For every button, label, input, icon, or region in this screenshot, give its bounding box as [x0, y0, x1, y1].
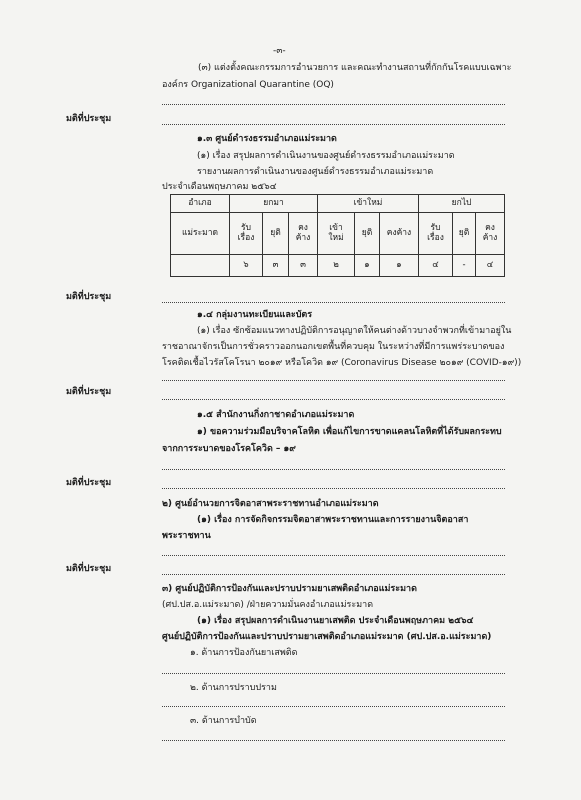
table-subheader: ยุติ [355, 213, 380, 255]
table-cell-empty [171, 255, 230, 277]
dotted-line [162, 555, 505, 556]
table-cell: ๔ [476, 255, 505, 277]
table-header-group: ยกไป [419, 195, 505, 213]
section-1-4-line-3: โรคติดเชื้อไวรัสโคโรนา ๒๐๑๙ หรือโควิด ๑๙ (Coronavirus Disease ๒๐๑๙ (COVID-๑๙)) [162, 358, 522, 368]
section-3-heading-2: (ศป.ปส.อ.แม่ระมาด) /ฝ่ายความมั่นคงอำเภอแม่ระมาด [162, 600, 374, 610]
dotted-line [162, 104, 505, 105]
table-header-group: ยกมา [230, 195, 318, 213]
table-cell: ๔ [419, 255, 453, 277]
dotted-line [162, 399, 505, 400]
section-3-line-1: (๑) เรื่อง สรุปผลการดำเนินงานยาเสพติด ประจำเดือนพฤษภาคม ๒๕๖๔ [197, 616, 474, 626]
meeting-resolution-label: มติที่ประชุม [66, 564, 112, 574]
section-3-item-3: ๓. ด้านการบำบัด [190, 716, 257, 726]
section-2-line-1: (๑) เรื่อง การจัดกิจกรรมจิตอาสาพระราชทานและการรายงานจิตอาสา [197, 515, 469, 525]
section-1-5-line-2: จากการระบาดของโรคโควิด – ๑๙ [162, 444, 296, 454]
dotted-line [162, 380, 505, 381]
table-cell: ๑ [355, 255, 380, 277]
complaints-table [170, 194, 505, 277]
section-1-5-heading: ๑.๕ สำนักงานกิ่งกาชาดอำเภอแม่ระมาด [197, 410, 355, 420]
table-cell: ๖ [230, 255, 263, 277]
table-district-name: แม่ระมาด [171, 213, 230, 255]
table-cell: ๒ [318, 255, 355, 277]
table-cell: ๓ [289, 255, 318, 277]
meeting-resolution-label: มติที่ประชุม [66, 387, 112, 397]
table-header-district: อำเภอ [171, 195, 230, 213]
table-header-group: เข้าใหม่ [318, 195, 419, 213]
dotted-line [162, 740, 505, 741]
section-1-3-heading: ๑.๓ ศูนย์ดำรงธรรมอำเภอแม่ระมาด [197, 134, 337, 144]
table-cell: ๑ [380, 255, 419, 277]
table-cell: ๓ [263, 255, 289, 277]
table-subheader: คง ค้าง [476, 213, 505, 255]
dotted-line [162, 673, 505, 674]
dotted-line [162, 574, 505, 575]
section-1-3-subject: (๑) เรื่อง สรุปผลการดำเนินงานของศูนย์ดำรงธรรมอำเภอแม่ระมาด [197, 151, 455, 161]
dotted-line [162, 706, 505, 707]
section-3-item-2: ๒. ด้านการปราบปราม [190, 683, 277, 693]
section-3-item-1: ๑. ด้านการป้องกันยาเสพติด [190, 648, 298, 658]
meeting-resolution-label: มติที่ประชุม [66, 292, 112, 302]
section-3-heading-1: ๓) ศูนย์ปฏิบัติการป้องกันและปราบปรามยาเสพติดอำเภอแม่ระมาด [162, 584, 417, 594]
section-1-3-report: รายงานผลการดำเนินงานของศูนย์ดำรงธรรมอำเภอแม่ระมาด [197, 167, 434, 177]
section-1-5-line-1: ๑) ขอความร่วมมือบริจาคโลหิต เพื่อแก้ไขการขาดแคลนโลหิตที่ได้รับผลกระทบ [197, 427, 502, 437]
table-cell: - [453, 255, 476, 277]
section-1-4-line-1: (๑) เรื่อง ซักซ้อมแนวทางปฏิบัติการอนุญาตให้คนต่างด้าวบางจำพวกที่เข้ามาอยู่ใน [197, 326, 512, 336]
table-subheader: รับ เรื่อง [230, 213, 263, 255]
section-2-line-2: พระราชทาน [162, 531, 211, 541]
committee-line-1: (๓) แต่งตั้งคณะกรรมการอำนวยการ และคณะทำงานสถานที่กักกันโรคแบบเฉพาะ [198, 63, 512, 73]
committee-line-2: องค์กร Organizational Quarantine (OQ) [162, 80, 334, 90]
section-2-heading: ๒) ศูนย์อำนวยการจิตอาสาพระราชทานอำเภอแม่ระมาด [162, 499, 379, 509]
page-number: -๓- [273, 46, 286, 56]
section-1-4-heading: ๑.๔ กลุ่มงานทะเบียนและบัตร [197, 310, 313, 320]
table-subheader: คง ค้าง [289, 213, 318, 255]
section-1-3-period: ประจำเดือนพฤษภาคม ๒๕๖๔ [162, 182, 277, 192]
table-subheader: รับ เรื่อง [419, 213, 453, 255]
table-subheader: ยุติ [263, 213, 289, 255]
section-3-line-2: ศูนย์ปฏิบัติการป้องกันและปราบปรามยาเสพติดอำเภอแม่ระมาด (ศป.ปส.อ.แม่ระมาด) [162, 632, 492, 642]
dotted-line [162, 302, 505, 303]
section-1-4-line-2: ราชอาณาจักรเป็นการชั่วคราวออกนอกเขตพื้นที่ควบคุม ในระหว่างที่มีการแพร่ระบาดของ [162, 342, 505, 352]
table-subheader: คงค้าง [380, 213, 419, 255]
dotted-line [162, 488, 505, 489]
meeting-resolution-label: มติที่ประชุม [66, 114, 112, 124]
meeting-resolution-label: มติที่ประชุม [66, 478, 112, 488]
table-subheader: เข้า ใหม่ [318, 213, 355, 255]
dotted-line [162, 469, 505, 470]
table-subheader: ยุติ [453, 213, 476, 255]
dotted-line [162, 124, 505, 125]
